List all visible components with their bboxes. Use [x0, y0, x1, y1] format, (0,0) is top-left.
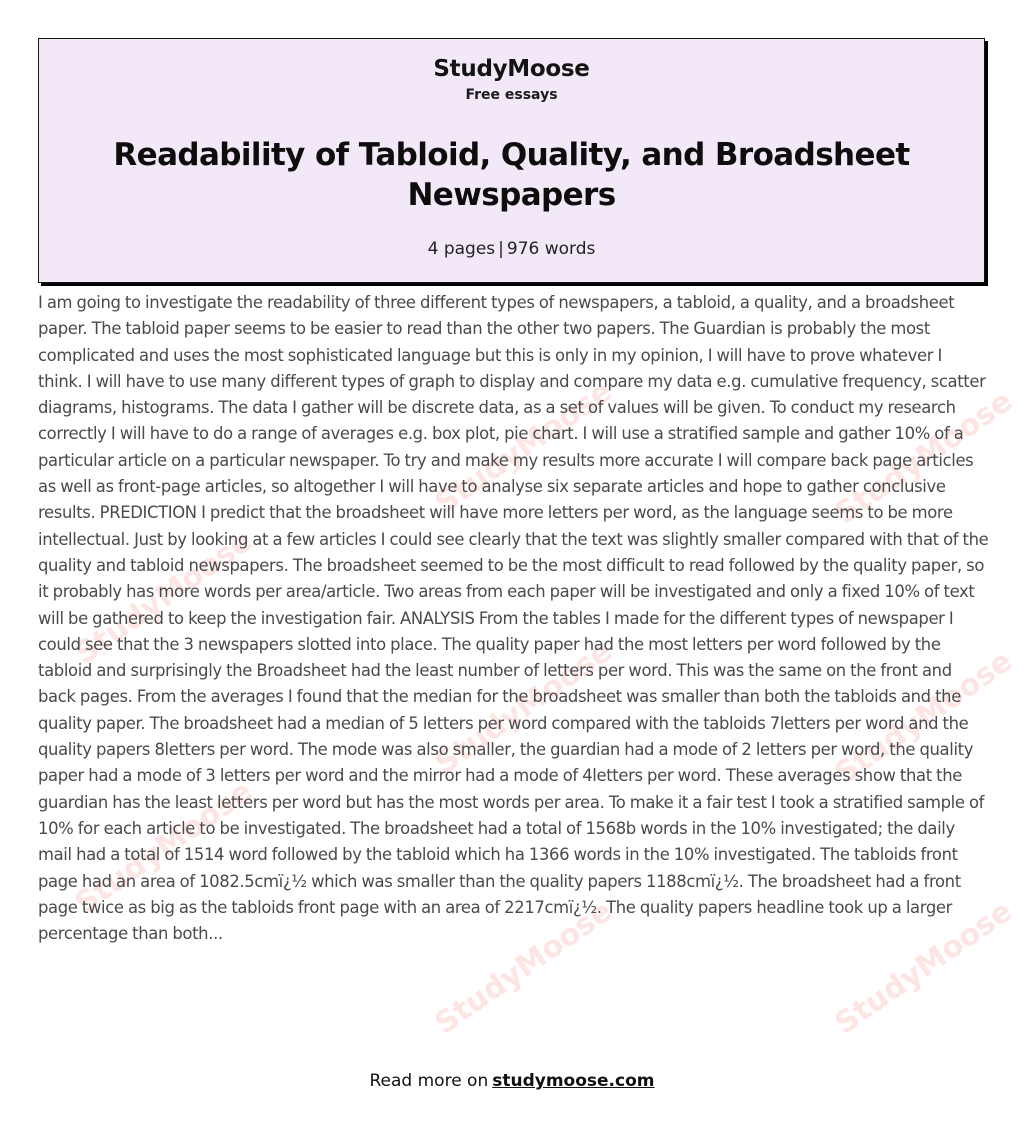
- watermark-stamp: StudyMoose: [828, 383, 1019, 532]
- read-more-label: Read more on: [369, 1071, 489, 1091]
- essay-body: [38, 290, 990, 947]
- watermark-stamp: StudyMoose: [428, 373, 619, 522]
- meta-separator: |: [498, 239, 504, 259]
- watermark-stamp: StudyMoose: [828, 893, 1019, 1042]
- studymoose-link[interactable]: studymoose.com: [492, 1071, 655, 1091]
- watermark-stamp: StudyMoose: [828, 643, 1019, 792]
- brand-tagline: Free essays: [465, 87, 558, 103]
- brand-logo[interactable]: StudyMoose: [433, 56, 590, 82]
- essay-meta: [39, 239, 984, 259]
- read-more-footer: [0, 1071, 1024, 1091]
- watermark-stamp: StudyMoose: [428, 633, 619, 782]
- watermark-stamp: StudyMoose: [428, 893, 619, 1042]
- page-count: 4 pages: [427, 239, 496, 259]
- word-count: 976 words: [506, 239, 596, 259]
- essay-text: I am going to investigate the readability of three different types of newspapers, a tabloid, a quality, and a broadsheet paper. The tabloid paper seems to be easier to read than the other two papers. The Guardian is probably the most complicated and uses the most sophisticated language but this is only in my opinion, I will have to prove whatever I think. I will have to use many different types of graph to display and compare my data e.g. cumulative frequency, scatter diagrams, histograms. The data I gather will be discrete data, as a set of values will be given. To conduct my research correctly I will have to do a range of averages e.g. box plot, pie chart. I will use a stratified sample and gather 10% of a particular article on a particular newspaper. To try and make my results more accurate I will compare back page articles as well as front-page articles, so altogether I will have to analyse six separate articles and hope to gather conclusive results. PREDICTION I predict that the broadsheet will have more letters per word, as the language seems to be more intellectual. Just by looking at a few articles I could see clearly that the text was slightly smaller compared with that of the quality and tabloid newspapers. The broadsheet seemed to be the most difficult to read followed by the quality paper, so it probably has more words per area/article. Two areas from each paper will be investigated and only a fixed 10% of text will be gathered to keep the investigation fair. ANALYSIS From the tables I made for the different types of newspaper I could see that the 3 newspapers slotted into place. The quality paper had the most letters per word followed by the tabloid and surprisingly the Broadsheet had the least number of letters per word. This was the same on the front and back pages. From the averages I found that the median for the broadsheet was smaller than both the tabloids and the quality paper. The broadsheet had a median of 5 letters per word compared with the tabloids 7letters per word and the quality papers 8letters per word. The mode was also smaller, the guardian had a mode of 2 letters per word, the quality paper had a mode of 3 letters per word and the mirror had a mode of 4letters per word. These averages show that the guardian has the least letters per word but has the most words per area. To make it a fair test I took a stratified sample of 10% for each article to be investigated. The broadsheet had a total of 1568b words in the 10% investigated; the daily mail had a total of 1514 word followed by the tabloid which ha 1366 words in the 10% investigated. The tabloids front page had an area of 1082.5cmï¿½ which was smaller than the quality papers 1188cmï¿½. The broadsheet had a front page twice as big as the tabloids front page with an area of 2217cmï¿½. The quality papers headline took up a larger percentage than both...: [38, 293, 989, 944]
- essay-header-card: [38, 38, 985, 283]
- watermark-stamp: StudyMoose: [68, 773, 259, 922]
- essay-title: Readability of Tabloid, Quality, and Broadsheet Newspapers: [113, 137, 910, 213]
- watermark-stamp: StudyMoose: [68, 523, 259, 672]
